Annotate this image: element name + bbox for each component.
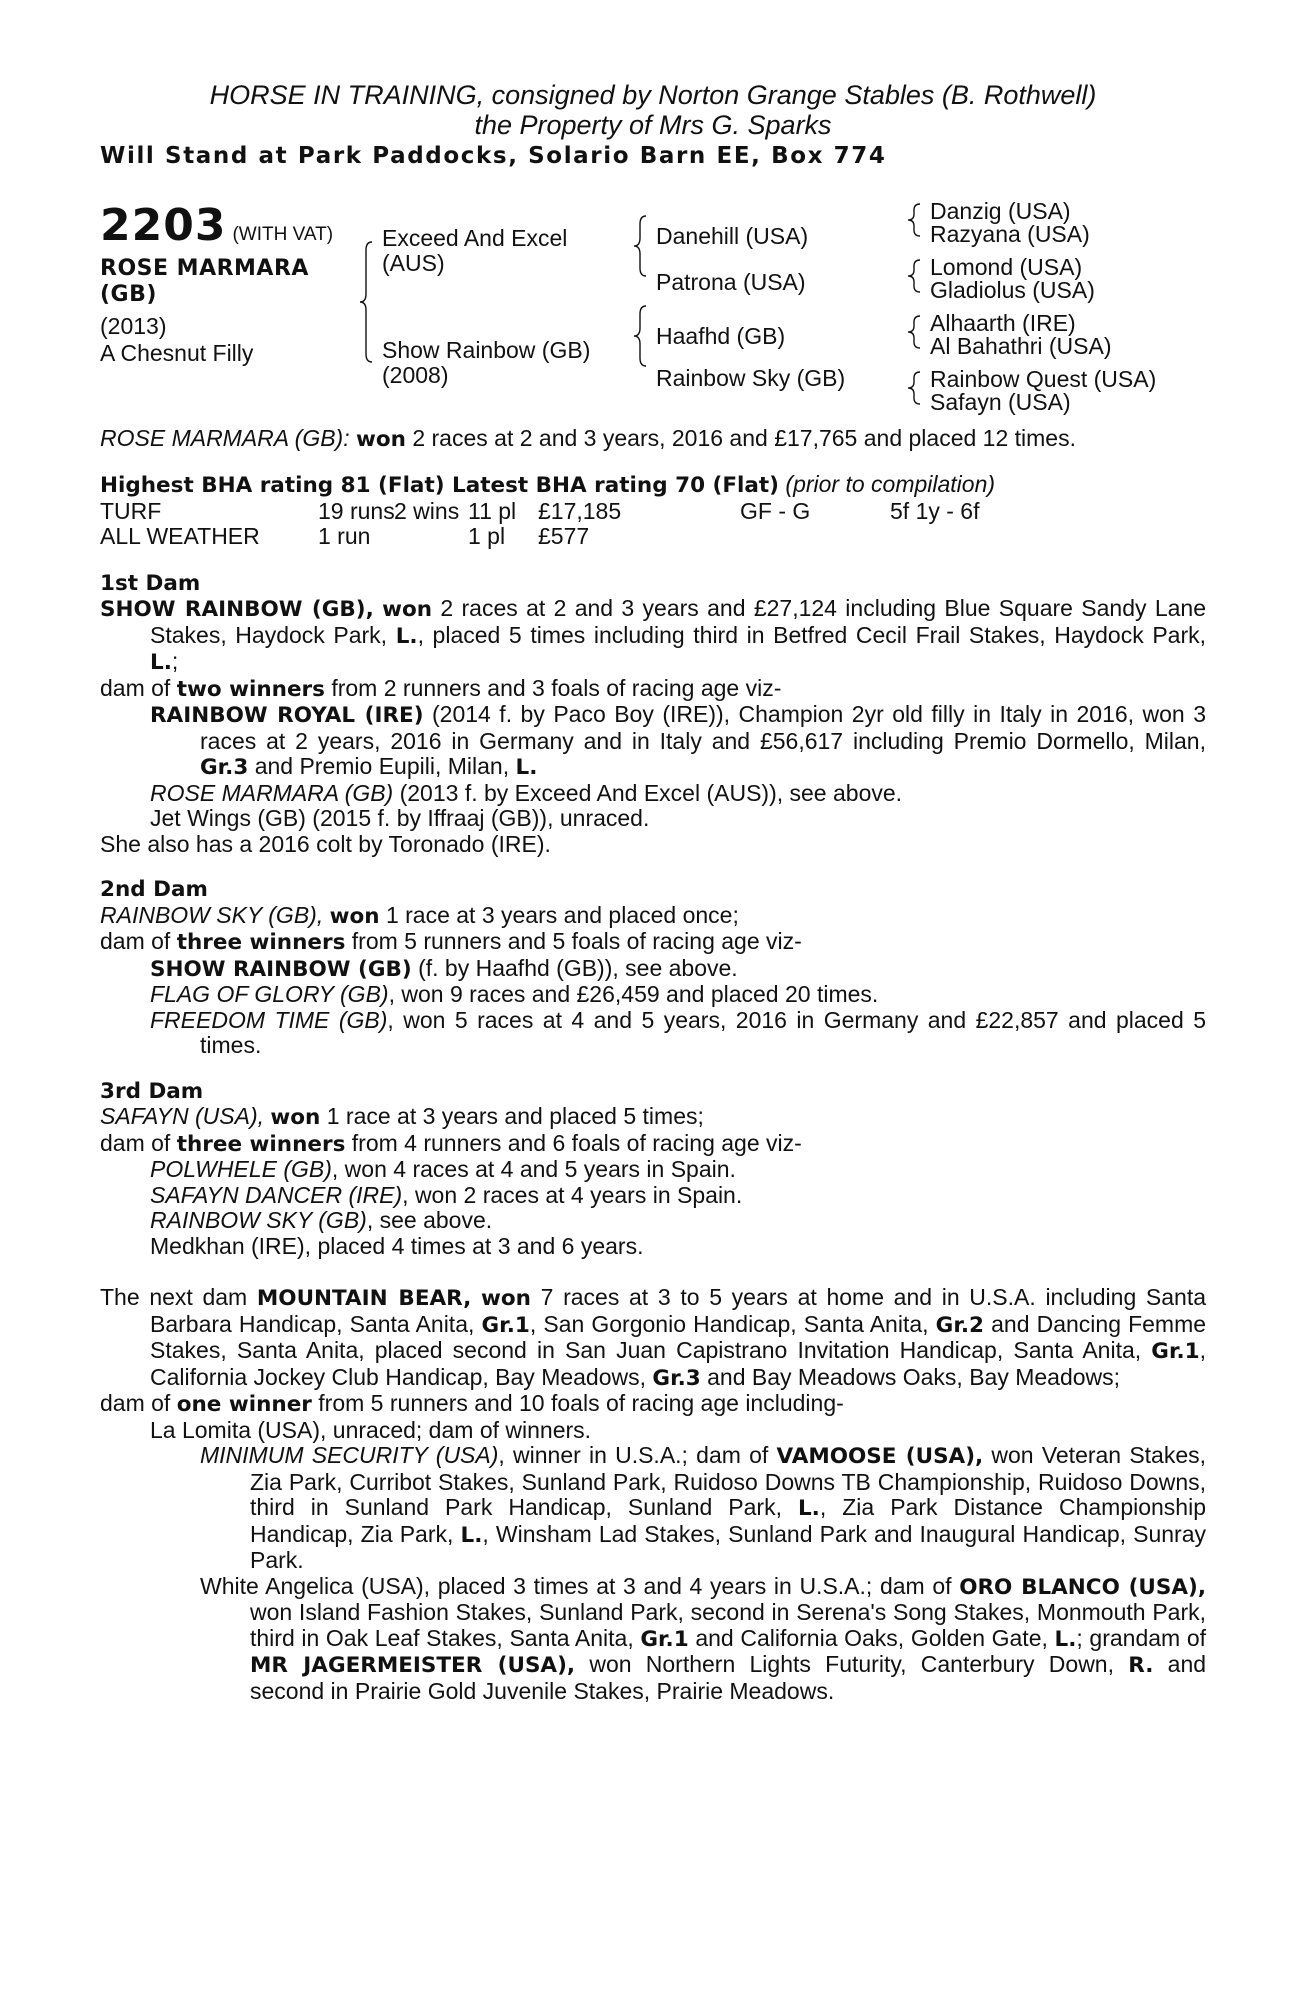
aw-label: ALL WEATHER xyxy=(100,522,260,549)
dam-dam-sire: Rainbow Quest (USA) xyxy=(930,365,1157,392)
lot-number: 2203 xyxy=(100,199,227,251)
turf-money: £17,185 xyxy=(538,497,622,524)
produce-note: She also has a 2016 colt by Toronado (IRE). xyxy=(100,830,551,857)
dam-sire-dam: Al Bahathri (USA) xyxy=(930,332,1112,359)
next-dam-section xyxy=(100,1285,1206,1704)
bracket-ss xyxy=(908,204,920,236)
bracket-ds xyxy=(908,316,920,348)
turf-placed: 11 pl xyxy=(468,497,517,524)
turf-label: TURF xyxy=(100,497,162,524)
next-dam-record: The next dam MOUNTAIN BEAR, won 7 races at 3 to 5 years at home and in U.S.A. including Santa Barbara Handicap, Santa Anita, Gr.1, San Gorgonio Handicap, Santa Anita, Gr.2 and Dancing Femme Stakes, Santa Anita, placed second in San Juan Capistrano Invitation Handicap, Santa Anita, Gr.1, California Jockey Club Handicap, Bay Meadows, Gr.3 and Bay Meadows Oaks, Bay Meadows; xyxy=(100,1284,1207,1391)
next-dam-produce-summary: dam of one winner from 5 runners and 10 foals of racing age including- xyxy=(100,1390,844,1417)
aw-runs: 1 run xyxy=(318,522,371,549)
second-dam-produce-summary: dam of three winners from 5 runners and 5 foals of racing age viz- xyxy=(100,928,802,955)
produce-entry: RAINBOW ROYAL (IRE) (2014 f. by Paco Boy (IRE)), Champion 2yr old filly in Italy in 2016, won 3 races at 2 years, 2016 in Germany and in Italy and £56,617 including Premio Dormello, Milan, Gr.3 and Premio Eupili, Milan, L. xyxy=(150,701,1206,780)
foaling-year: (2013) xyxy=(100,312,167,339)
sire-sire-sire: Danzig (USA) xyxy=(930,197,1071,224)
produce-entry: White Angelica (USA), placed 3 times at 3 and 4 years in U.S.A.; dam of ORO BLANCO (USA), won Island Fashion Stakes, Sunland Park, second in Serena's Song Stakes, Monmouth Park, third in Oak Leaf Stakes, Santa Anita, Gr.1 and California Oaks, Golden Gate, L.; grandam of MR JAGERMEISTER (USA), won Northern Lights Futurity, Canterbury Down, R. and second in Prairie Gold Juvenile Stakes, Prairie Meadows. xyxy=(200,1572,1207,1704)
bracket-main xyxy=(360,242,372,362)
sire-dam-dam: Gladiolus (USA) xyxy=(930,276,1095,303)
property-line: the Property of Mrs G. Sparks xyxy=(474,110,832,140)
produce-entry: POLWHELE (GB), won 4 races at 4 and 5 years in Spain. xyxy=(150,1156,736,1182)
ratings-note: (prior to compilation) xyxy=(785,471,996,497)
bracket-dam xyxy=(634,306,646,366)
produce-entry: Jet Wings (GB) (2015 f. by Iffraaj (GB)), unraced. xyxy=(150,805,650,831)
produce-entry: RAINBOW SKY (GB), see above. xyxy=(150,1207,493,1233)
sire-dam: Patrona (USA) xyxy=(656,268,806,295)
dam-dam-dam: Safayn (USA) xyxy=(930,388,1071,415)
bracket-dd xyxy=(908,372,920,404)
second-dam-record: RAINBOW SKY (GB), won 1 race at 3 years and placed once; xyxy=(100,901,739,929)
sire-sire: Danehill (USA) xyxy=(656,222,809,249)
first-dam-produce-summary: dam of two winners from 2 runners and 3 foals of racing age viz- xyxy=(100,674,782,702)
dam-dam: Rainbow Sky (GB) xyxy=(656,364,846,391)
race-summary: ROSE MARMARA (GB): won 2 races at 2 and 3 years, 2016 and £17,765 and placed 12 times. xyxy=(100,424,1076,452)
horse-description: A Chesnut Filly xyxy=(100,339,254,366)
turf-distance: 5f 1y - 6f xyxy=(890,497,980,524)
produce-entry: La Lomita (USA), unraced; dam of winners. xyxy=(150,1416,592,1443)
race-record-table xyxy=(100,499,1206,551)
dam-sire: Haafhd (GB) xyxy=(656,322,786,349)
sire: Exceed And Excel (AUS) xyxy=(382,224,568,276)
produce-entry: MINIMUM SECURITY (USA), winner in U.S.A.; dam of VAMOOSE (USA), won Veteran Stakes, Zia Park, Curribot Stakes, Sunland Park, Ruidoso Downs TB Championship, Ruidoso Downs, third in Sunland Park Handicap, Sunland Park, L., Zia Park Distance Championship Handicap, Zia Park, L., Winsham Lad Stakes, Sunland Park and Inaugural Handicap, Sunray Park. xyxy=(200,1442,1207,1573)
produce-entry: FREEDOM TIME (GB), won 5 races at 4 and 5 years, 2016 in Germany and £22,857 and placed 5 times. xyxy=(150,1006,1206,1058)
vat-note: (WITH VAT) xyxy=(232,223,334,245)
stabling-line: Will Stand at Park Paddocks, Solario Barn EE, Box 774 xyxy=(100,143,887,169)
ratings-block xyxy=(100,472,1206,551)
bracket-sd xyxy=(908,260,920,292)
first-dam-heading: 1st Dam xyxy=(100,570,201,596)
sire-dam-sire: Lomond (USA) xyxy=(930,253,1083,280)
produce-entry: ROSE MARMARA (GB) (2013 f. by Exceed And Excel (AUS)), see above. xyxy=(150,779,903,806)
catalogue-page xyxy=(100,80,1206,1704)
turf-going: GF - G xyxy=(740,497,811,524)
produce-entry: Medkhan (IRE), placed 4 times at 3 and 6 years. xyxy=(150,1232,644,1259)
first-dam-section xyxy=(100,571,1206,858)
third-dam-produce-summary: dam of three winners from 4 runners and 6 foals of racing age viz- xyxy=(100,1129,802,1157)
second-dam-section xyxy=(100,877,1206,1059)
turf-wins: 2 wins xyxy=(394,497,460,524)
bha-ratings: Highest BHA rating 81 (Flat) Latest BHA rating 70 (Flat) xyxy=(100,473,780,498)
aw-placed: 1 pl xyxy=(468,522,506,549)
turf-runs: 19 runs xyxy=(318,497,395,524)
produce-entry: SAFAYN DANCER (IRE), won 2 races at 4 years in Spain. xyxy=(150,1181,743,1208)
bracket-sire xyxy=(634,216,646,276)
third-dam-section xyxy=(100,1079,1206,1260)
produce-entry: SHOW RAINBOW (GB) (f. by Haafhd (GB)), see above. xyxy=(150,954,738,982)
third-dam-heading: 3rd Dam xyxy=(100,1078,204,1104)
aw-money: £577 xyxy=(538,522,590,549)
consignment-line: HORSE IN TRAINING, consigned by Norton Grange Stables (B. Rothwell) xyxy=(209,80,1097,110)
second-dam-heading: 2nd Dam xyxy=(100,877,208,902)
first-dam-record: SHOW RAINBOW (GB), won 2 races at 2 and 3 years and £27,124 including Blue Square Sandy Lane Stakes, Haydock Park, L., placed 5 times including third in Betfred Cecil Frail Stakes, Haydock Park, L.; xyxy=(100,595,1207,675)
dam: Show Rainbow (GB) (2008) xyxy=(382,336,591,388)
sire-sire-dam: Razyana (USA) xyxy=(930,220,1090,247)
pedigree-block xyxy=(100,197,1206,415)
dam-sire-sire: Alhaarth (IRE) xyxy=(930,309,1076,336)
horse-name: ROSE MARMARA (GB) xyxy=(100,255,309,307)
produce-entry: FLAG OF GLORY (GB), won 9 races and £26,459 and placed 20 times. xyxy=(150,981,879,1007)
third-dam-record: SAFAYN (USA), won 1 race at 3 years and placed 5 times; xyxy=(100,1103,704,1130)
